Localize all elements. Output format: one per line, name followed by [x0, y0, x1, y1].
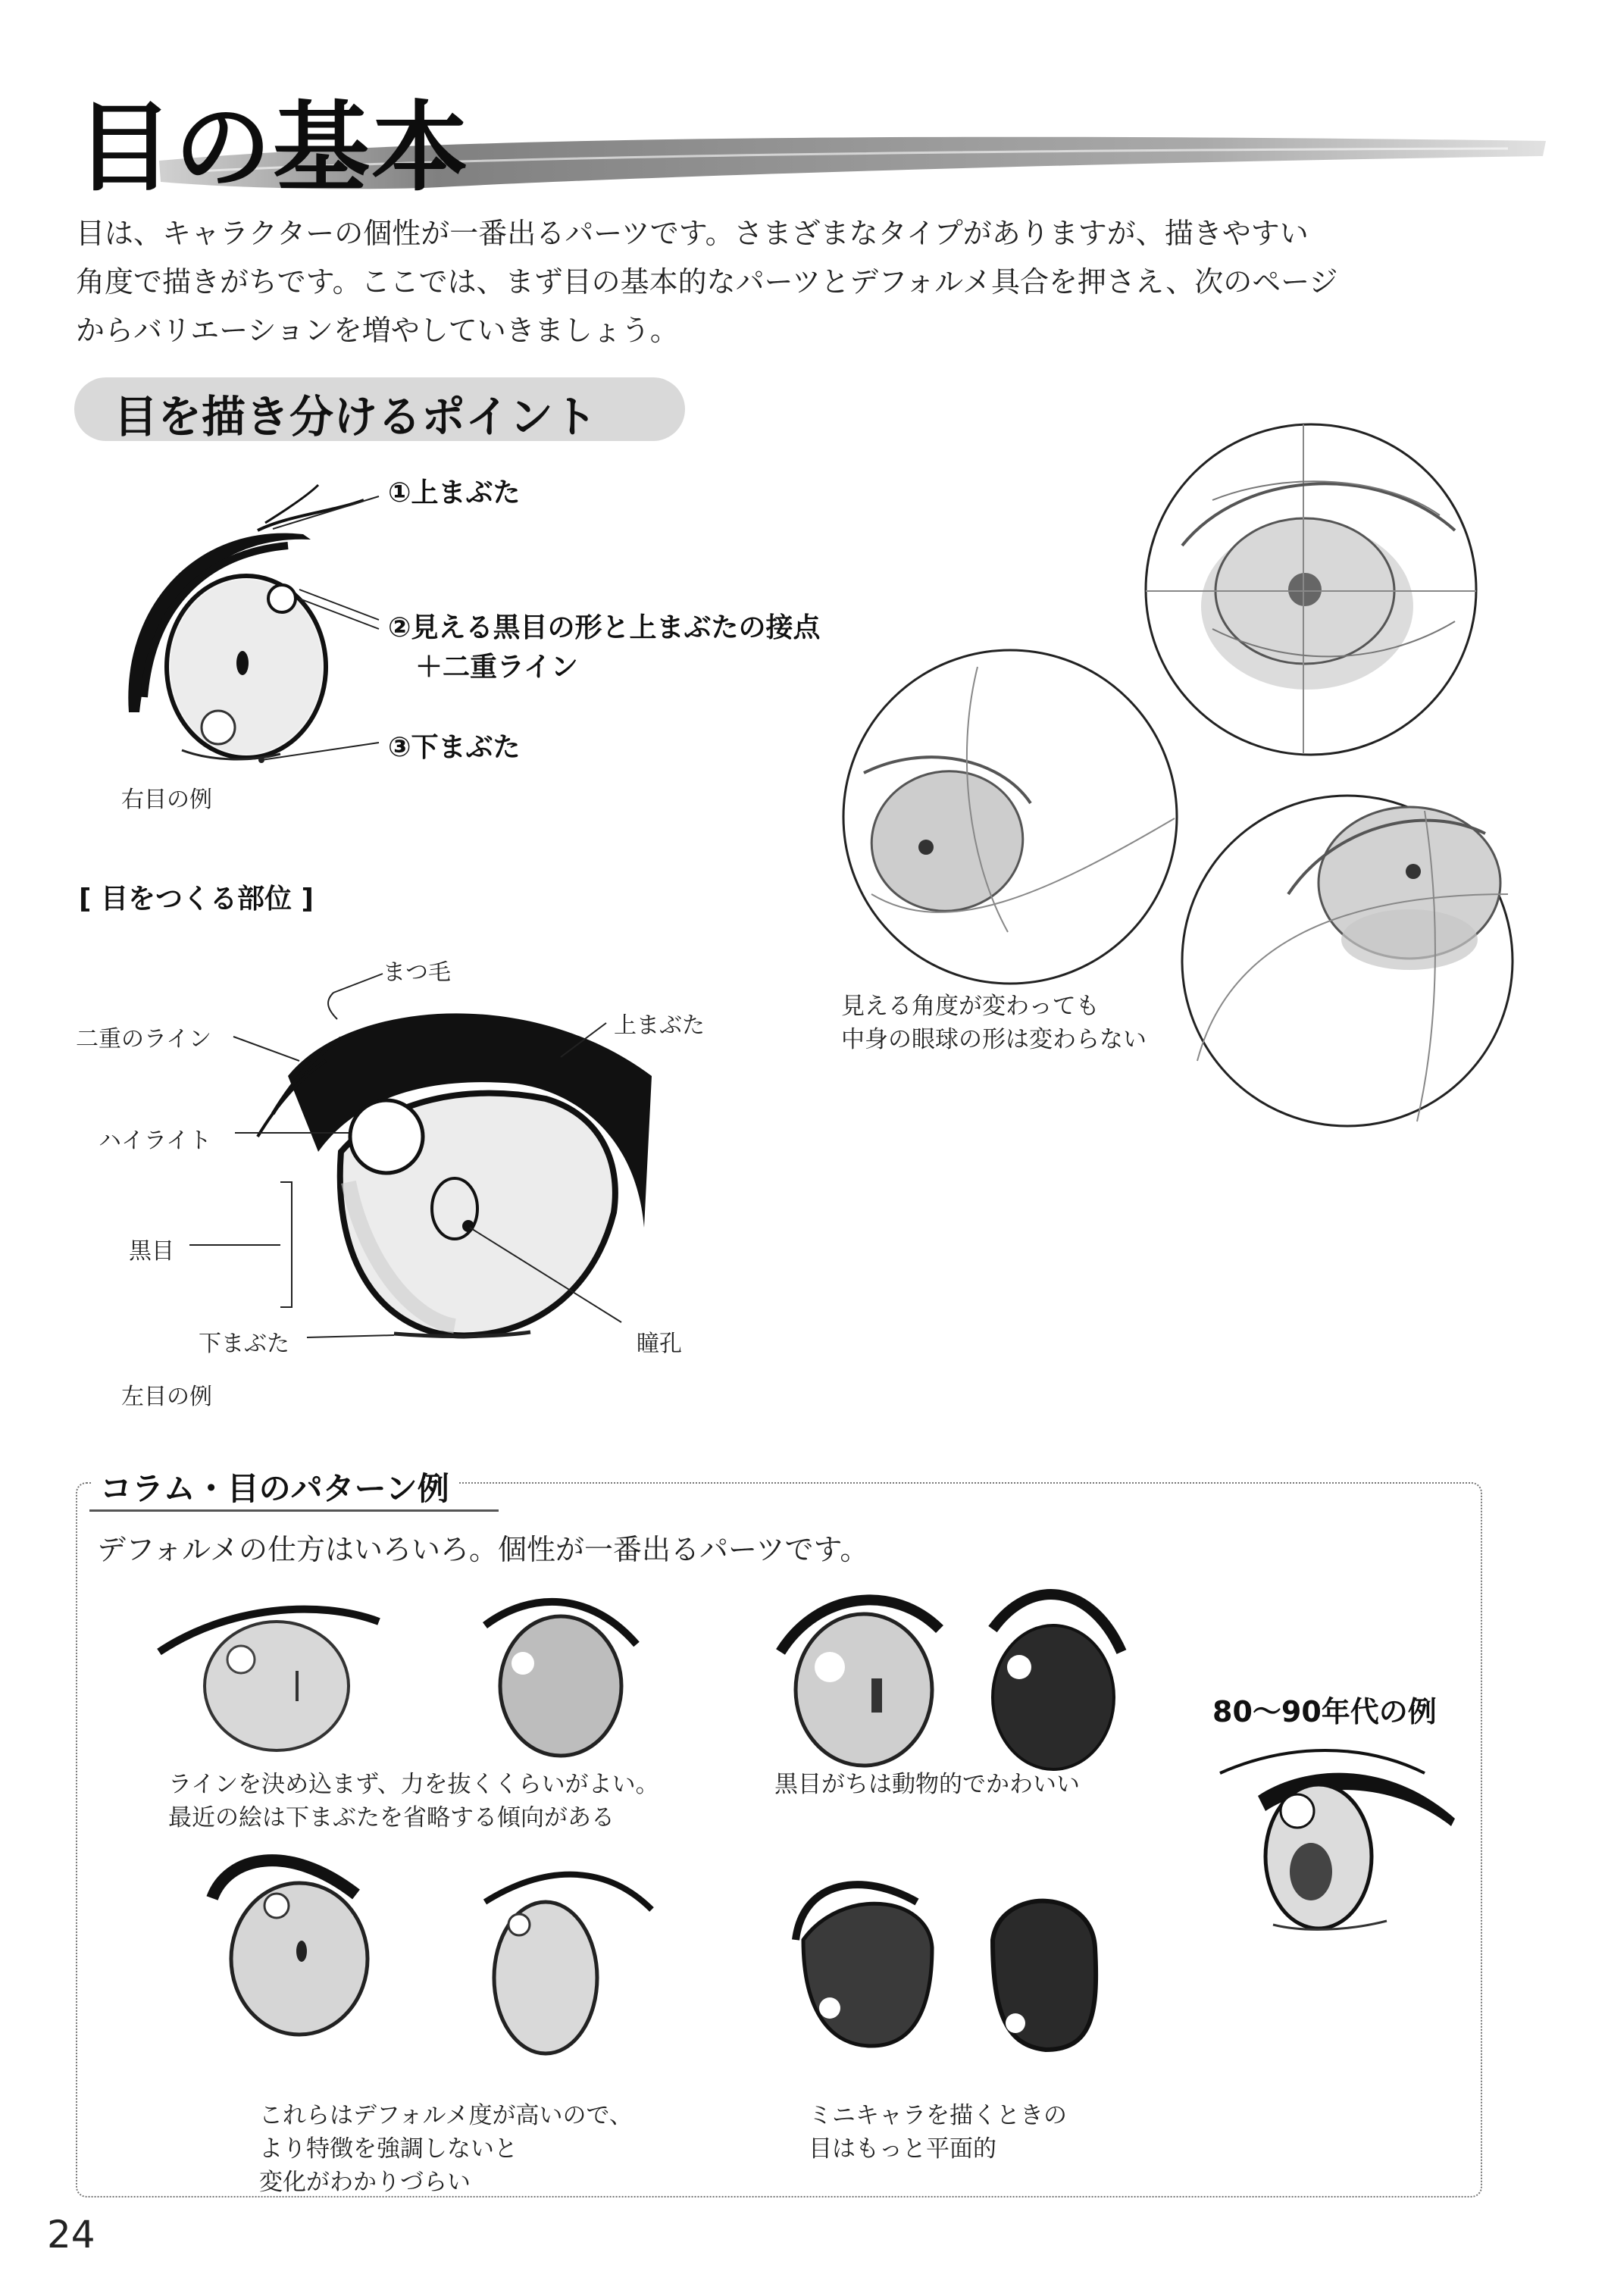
caption-line: 変化がわかりづらい	[259, 2169, 471, 2196]
label-double-line-part: 二重のライン	[76, 1026, 212, 1053]
caption-line: これらはデフォルメ度が高いので、	[259, 2102, 633, 2129]
column-description: デフォルメの仕方はいろいろ。個性が一番出るパーツです。	[97, 1533, 869, 1566]
intro-line: からバリエーションを増やしていきましょう。	[76, 314, 679, 347]
parts-heading: [ 目をつくる部位 ]	[79, 884, 314, 915]
label-lower-lid-part: 下まぶた	[199, 1331, 289, 1357]
label-pupil: 瞳孔	[637, 1331, 682, 1357]
page-number: 24	[47, 2213, 95, 2257]
label-iris-part: 黒目	[129, 1238, 174, 1265]
label-lower-eyelid: ③下まぶた	[388, 732, 521, 763]
caption-line: 目はもっと平面的	[809, 2135, 996, 2163]
caption-pattern-d	[809, 2099, 1067, 2166]
caption-pattern-c	[259, 2099, 633, 2199]
angle-caption-line: 中身の眼球の形は変わらない	[841, 1026, 1147, 1053]
intro-line: 角度で描きがちです。ここでは、まず目の基本的なパーツとデフォルメ具合を押さえ、次のページ	[76, 265, 1338, 299]
angle-caption-line: 見える角度が変わっても	[841, 993, 1100, 1020]
right-eye-caption: 右目の例	[121, 787, 212, 813]
caption-line: 黒目がちは動物的でかわいい	[774, 1771, 1080, 1798]
retro-example-label: 80～90年代の例	[1212, 1695, 1437, 1728]
caption-line: より特徴を強調しないと	[259, 2135, 518, 2163]
label-upper-eyelid: ①上まぶた	[388, 477, 521, 508]
caption-pattern-a	[168, 1768, 659, 1835]
intro-line: 目は、キャラクターの個性が一番出るパーツです。さまざまなタイプがありますが、描きやすい	[76, 217, 1309, 250]
label-iris-contact: ②見える黒目の形と上まぶたの接点	[388, 612, 821, 643]
caption-line: ミニキャラを描くときの	[809, 2102, 1067, 2129]
label-eyelash: まつ毛	[383, 959, 451, 986]
caption-line: 最近の絵は下まぶたを省略する傾向がある	[168, 1804, 615, 1831]
column-heading: コラム・目のパターン例	[91, 1464, 458, 1509]
label-double-line: ＋二重ライン	[415, 652, 578, 683]
left-eye-caption: 左目の例	[121, 1384, 212, 1410]
label-highlight: ハイライト	[99, 1128, 212, 1154]
caption-pattern-b	[774, 1768, 1080, 1801]
label-upper-lid-part: 上まぶた	[614, 1012, 705, 1039]
page-title: 目の基本	[76, 92, 471, 205]
section-heading: 目を描き分けるポイント	[114, 391, 598, 443]
caption-line: ラインを決め込まず、力を抜くくらいがよい。	[168, 1771, 659, 1798]
